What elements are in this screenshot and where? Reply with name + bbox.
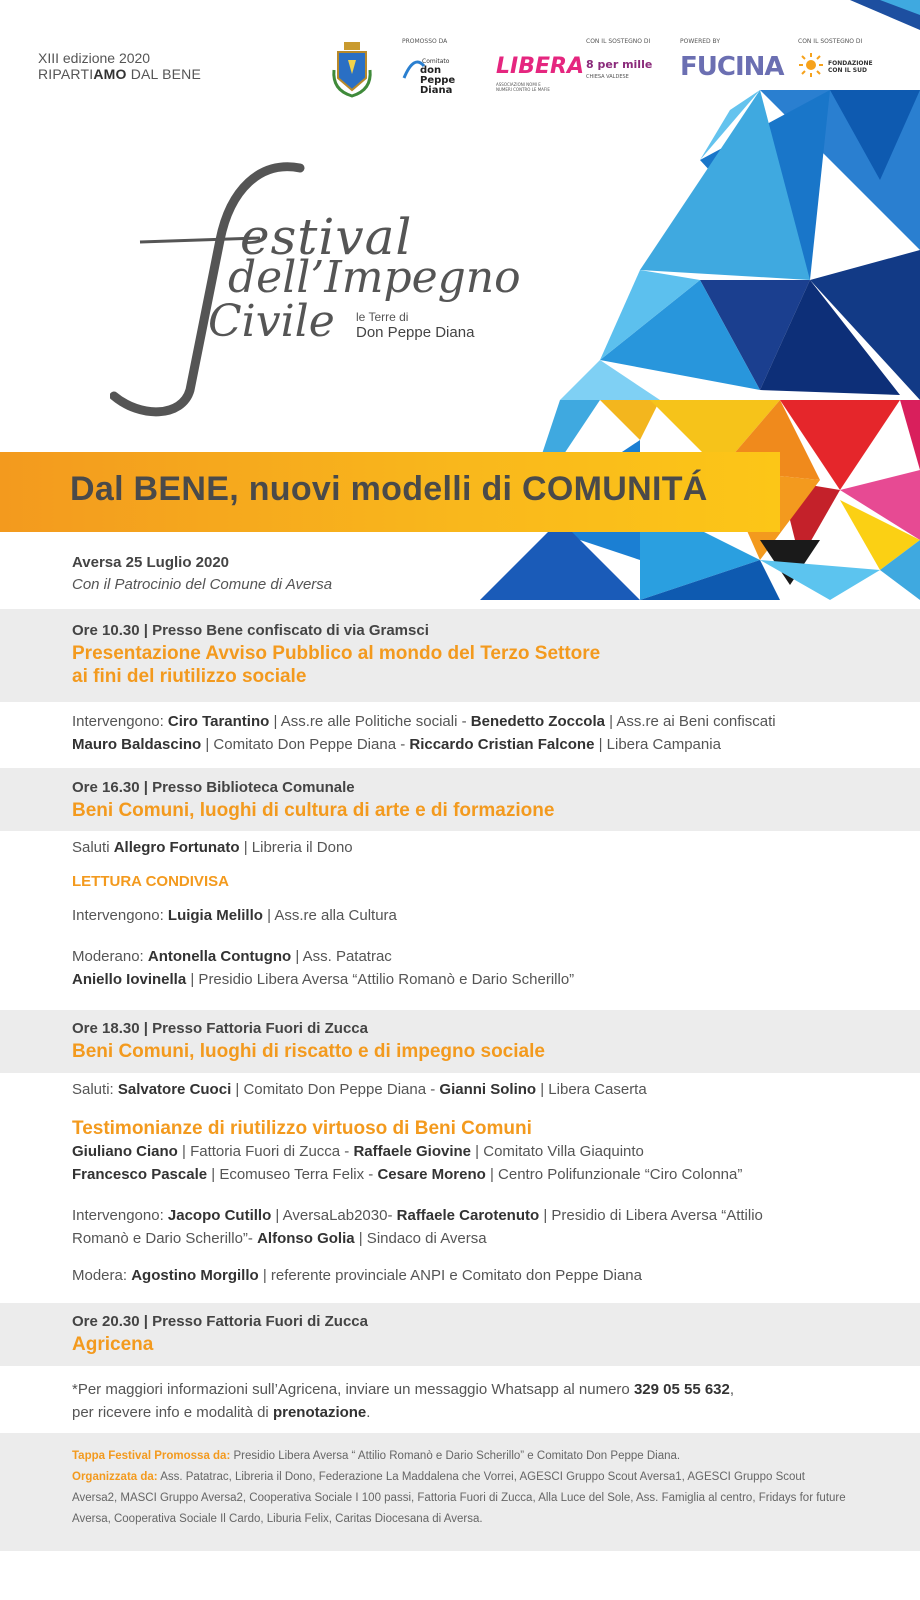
event2-moderano-line2: Aniello Iovinella | Presidio Libera Aversa “Attilio Romanò e Dario Scherillo” xyxy=(72,971,575,988)
edition-label xyxy=(38,50,201,82)
event1-speakers-line1: Intervengono: Ciro Tarantino | Ass.re alle Politiche sociali - Benedetto Zoccola | Ass.re ai Beni confiscati xyxy=(72,713,776,730)
patronage-note: Con il Patrocinio del Comune di Aversa xyxy=(72,576,333,593)
event3-modera: Modera: Agostino Morgillo | referente provinciale ANPI e Comitato don Peppe Diana xyxy=(72,1267,642,1284)
title-subtitle-le-terre: le Terre di xyxy=(356,310,409,324)
event1-title-line2: ai fini del riutilizzo sociale xyxy=(72,666,307,687)
event3-details xyxy=(72,1078,892,1287)
event3-intervengono-line2: Romanò e Dario Scherillo”- Alfonso Golia | Sindaco di Aversa xyxy=(72,1230,487,1247)
event1-speakers xyxy=(72,710,892,756)
event1-header xyxy=(72,620,892,688)
footer-credits xyxy=(72,1446,852,1530)
edition-year: XIII edizione 2020 xyxy=(38,50,151,66)
event1-title-line1: Presentazione Avviso Pubblico al mondo del Terzo Settore xyxy=(72,643,601,664)
event3-testimonianze-heading: Testimonianze di riutilizzo virtuoso di Beni Comuni xyxy=(72,1118,532,1139)
event4-time: Ore 20.30 | Presso Fattoria Fuori di Zucca xyxy=(72,1313,368,1330)
event3-testimonianze-line2: Francesco Pascale | Ecomuseo Terra Felix - Cesare Moreno | Centro Polifunzionale “Ciro Colonna” xyxy=(72,1166,743,1183)
title-dell-impegno: dell’Impegno xyxy=(228,252,521,303)
event2-title: Beni Comuni, luoghi di cultura di arte e di formazione xyxy=(72,800,555,821)
aversa-coat-of-arms-logo xyxy=(330,40,374,104)
title-civile: Civile xyxy=(208,296,335,347)
title-festival: estival xyxy=(240,208,413,266)
event3-testimonianze-line1: Giuliano Ciano | Fattoria Fuori di Zucca - Raffaele Giovine | Comitato Villa Giaquinto xyxy=(72,1143,644,1160)
event2-moderano-line1: Moderano: Antonella Contugno | Ass. Patatrac xyxy=(72,948,392,965)
event2-header xyxy=(72,777,892,822)
event3-title: Beni Comuni, luoghi di riscatto e di impegno sociale xyxy=(72,1041,545,1062)
event3-time: Ore 18.30 | Presso Fattoria Fuori di Zucca xyxy=(72,1020,368,1037)
event4-title: Agricena xyxy=(72,1334,154,1355)
theme-banner xyxy=(0,452,780,532)
event2-time: Ore 16.30 | Presso Biblioteca Comunale xyxy=(72,779,355,796)
event4-note-line1: *Per maggiori informazioni sull’Agricena, inviare un messaggio Whatsapp al numero 329 05 55 632, xyxy=(72,1381,735,1398)
festival-title xyxy=(110,160,570,420)
event2-lettura-condivisa: LETTURA CONDIVISA xyxy=(72,873,229,890)
event1-speakers-line2: Mauro Baldascino | Comitato Don Peppe Diana - Riccardo Cristian Falcone | Libera Campania xyxy=(72,736,721,753)
theme-heading: Dal BENE, nuovi modelli di COMUNITÁ xyxy=(70,470,708,508)
event2-details xyxy=(72,836,892,991)
event2-intervengono: Intervengono: Luigia Melillo | Ass.re alla Cultura xyxy=(72,907,397,924)
event2-saluti: Saluti Allegro Fortunato | Libreria il Dono xyxy=(72,839,353,856)
event3-header xyxy=(72,1018,892,1063)
footer-promossa: Tappa Festival Promossa da: Presidio Libera Aversa “ Attilio Romanò e Dario Scherillo” e Comitato Don Peppe Diana. xyxy=(72,1450,681,1462)
edition-motto: RIPARTIAMO DAL BENE xyxy=(38,66,202,82)
event4-note-line2: per ricevere info e modalità di prenotazione. xyxy=(72,1404,371,1421)
title-subtitle-don-peppe: Don Peppe Diana xyxy=(356,324,475,341)
event3-saluti: Saluti: Salvatore Cuoci | Comitato Don Peppe Diana - Gianni Solino | Libera Caserta xyxy=(72,1081,647,1098)
event4-header xyxy=(72,1311,892,1356)
event-date: Aversa 25 Luglio 2020 xyxy=(72,554,230,571)
event3-intervengono-line1: Intervengono: Jacopo Cutillo | AversaLab2030- Raffaele Carotenuto | Presidio di Libera Aversa “Attilio xyxy=(72,1207,763,1224)
footer-organizzata: Organizzata da: Ass. Patatrac, Libreria il Dono, Federazione La Maddalena che Vorrei, AGESCI Gruppo Scout Aversa1, AGESCI Gruppo Scout Aversa2, MASCI Gruppo Aversa2, Cooperativa Sociale I 100 passi, Fattoria Fuori di Zucca, Alla Luce del Sole, Ass. Famiglia al centro, Fridays for future Aversa, Cooperativa Sociale Il Cardo, Liburia Felix, Caritas Diocesana di Aversa. xyxy=(72,1471,846,1525)
event1-time: Ore 10.30 | Presso Bene confiscato di via Gramsci xyxy=(72,622,429,639)
event4-note xyxy=(72,1378,892,1424)
sponsor-logos: PROMOSSO DA Comitato don Peppe Diana LIBERA ASSOCIAZIONI NOMI E NUMERI CONTRO LE MAFIE CON IL SOSTEGNO DI 8 per mille CHIESA VALDESE POWERED BY FUCINA CON IL SOSTEGNO DI FONDAZIONE CON IL SUD xyxy=(330,38,890,108)
